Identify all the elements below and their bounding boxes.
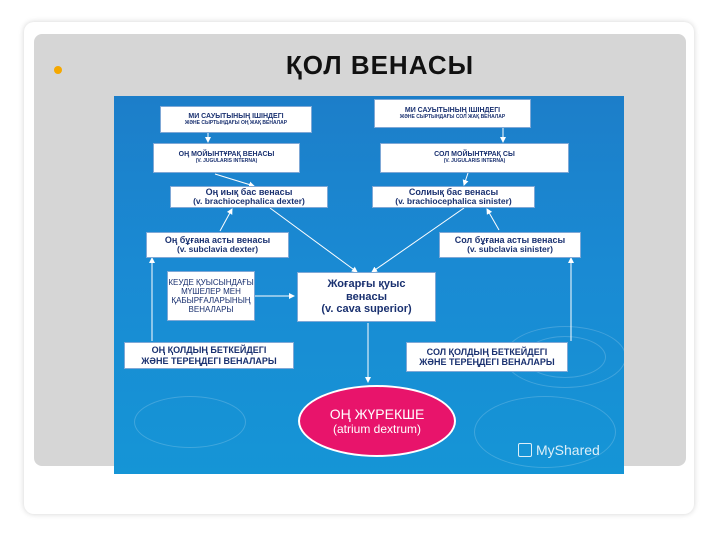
node-line: ҚАБЫРҒАЛАРЫНЫҢ xyxy=(171,296,251,305)
node-line: венасы xyxy=(345,290,387,303)
node-line: Сол бұғана асты венасы xyxy=(454,234,566,245)
node-line: МИ САУЫТЫНЫҢ ІШІНДЕГІ xyxy=(404,106,501,114)
node-line: ЖӘНЕ ТЕРЕҢДЕГІ ВЕНАЛАРЫ xyxy=(141,355,277,366)
node-left-brachiocephalic xyxy=(372,186,535,208)
node-left-subclavian xyxy=(439,232,581,258)
node-line: Солиық бас венасы xyxy=(408,186,499,197)
node-line: ЖӘНЕ СЫРТЫНДАҒЫ ОҢ ЖАҚ ВЕНАЛАР xyxy=(184,119,288,126)
node-line: Жоғарғы қуыс xyxy=(327,278,406,291)
node-left-internal-jugular xyxy=(380,143,569,173)
node-line: МИ САУЫТЫНЫҢ ІШІНДЕГІ xyxy=(188,112,284,120)
node-line: (v. brachiocephalica sinister) xyxy=(395,196,512,207)
node-line: МҮШЕЛЕР МЕН xyxy=(181,286,241,296)
node-line: ВЕНАЛАРЫ xyxy=(188,305,234,315)
node-line: СОЛ МОЙЫНТҰРАҚ СЫ xyxy=(434,151,515,159)
myshared-logo-icon xyxy=(518,443,532,457)
arrow-right-subclavia-to-brachio xyxy=(487,209,499,230)
bullet-dot-icon xyxy=(54,66,62,74)
node-right-subclavian xyxy=(146,232,289,258)
node-line: ОҢ ЖҮРЕКШЕ xyxy=(329,406,425,422)
node-line: (v. subclavia sinister) xyxy=(467,244,553,255)
node-line: ОҢ МОЙЫНТҰРАҚ ВЕНАСЫ xyxy=(178,151,275,159)
node-right-brain-veins xyxy=(374,99,531,128)
node-right-brachiocephalic xyxy=(170,186,328,208)
node-superior-vena-cava xyxy=(297,272,436,322)
arrow-right-jugular-to-brachio xyxy=(464,173,468,185)
node-line: (v. brachiocephalica dexter) xyxy=(193,196,305,207)
node-line: (atrium dextrum) xyxy=(332,422,421,436)
node-line: ОҢ ҚОЛДЫҢ БЕТКЕЙДЕГІ xyxy=(151,345,267,356)
node-left-arm-veins xyxy=(406,342,568,372)
watermark-text: MyShared xyxy=(536,442,600,458)
vein-diagram xyxy=(114,96,624,474)
slide-title: ҚОЛ ВЕНАСЫ xyxy=(285,50,475,80)
node-line: (V. JUGULARIS INTERNA) xyxy=(195,158,258,165)
node-line: (V. JUGULARIS INTERNA) xyxy=(443,158,506,165)
node-line: (v. subclavia dexter) xyxy=(176,244,259,255)
node-left-brain-veins xyxy=(160,106,312,133)
node-right-atrium xyxy=(298,385,456,457)
arrow-left-subclavia-to-brachio xyxy=(220,209,232,231)
node-right-arm-veins xyxy=(124,342,294,369)
node-line: ЖӘНЕ СЫРТЫНДАҒЫ СОЛ ЖАҚ ВЕНАЛАР xyxy=(399,113,506,120)
node-line: ЖӘНЕ ТЕРЕҢДЕГІ ВЕНАЛАРЫ xyxy=(419,357,555,367)
arrow-left-jugular-to-brachio xyxy=(215,174,254,186)
node-line: Оң бұғана асты венасы xyxy=(164,234,271,245)
node-thoracic-veins xyxy=(167,271,255,321)
node-line: (v. cava superior) xyxy=(321,303,412,316)
node-right-internal-jugular xyxy=(153,143,300,173)
node-line: Оң иық бас венасы xyxy=(205,186,293,197)
watermark xyxy=(518,442,600,458)
node-line: КЕУДЕ ҚУЫСЫНДАҒЫ xyxy=(168,277,254,287)
node-line: СОЛ ҚОЛДЫҢ БЕТКЕЙДЕГІ xyxy=(426,346,548,357)
